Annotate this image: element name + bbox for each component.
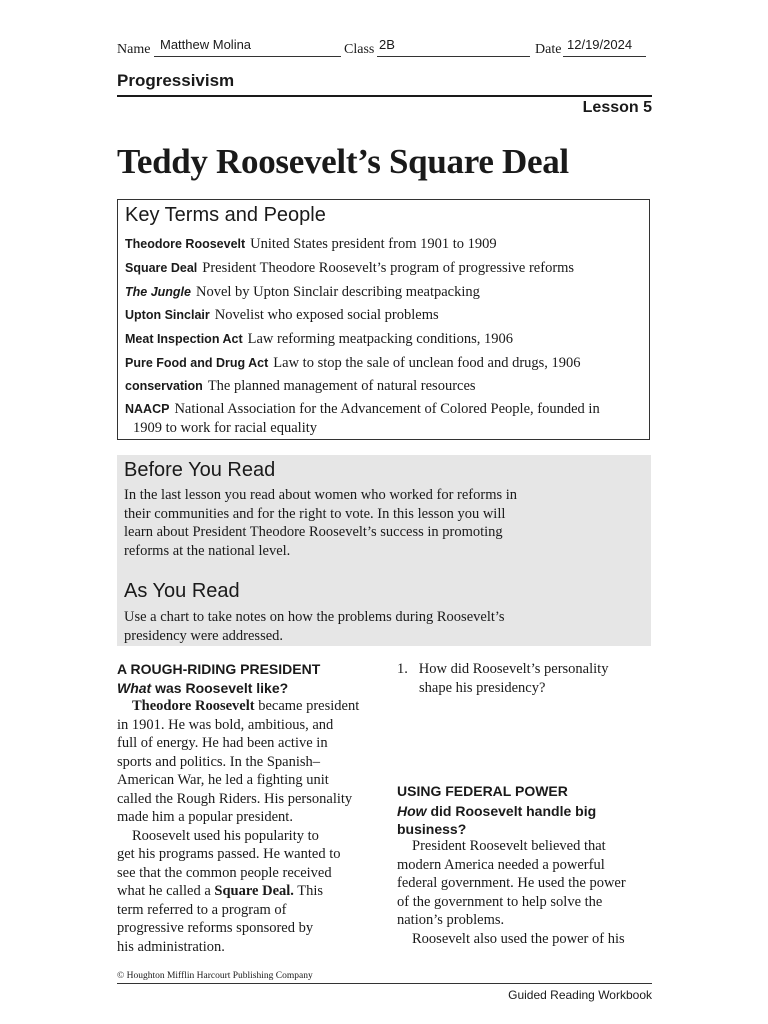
key-term-item [125, 235, 645, 254]
body-line: nation’s problems. [397, 912, 505, 928]
reading-guide-box [117, 455, 651, 646]
key-term-item [125, 259, 645, 278]
before-you-read-line: In the last lesson you read about women who worked for reforms in [124, 487, 518, 503]
key-term-definition: 1909 to work for racial equality [133, 420, 318, 436]
before-you-read-line: reforms at the national level. [124, 542, 291, 559]
question-text: How did Roosevelt’s personality [418, 661, 609, 677]
body-line [117, 697, 377, 716]
key-term-definition: National Association for the Advancement of Colored People, founded in [174, 401, 600, 417]
unit-title: Progressivism [117, 71, 235, 90]
key-term: NAACP [125, 402, 170, 416]
rough-riding-body [117, 697, 377, 956]
body-text: what he called a [117, 883, 215, 899]
question-line: shape his presidency? [419, 679, 546, 696]
body-line: see that the common people received [117, 864, 332, 881]
section-heading-rough-riding: A ROUGH-RIDING PRESIDENT [117, 661, 321, 677]
body-line: Roosevelt also used the power of his [412, 930, 625, 947]
key-term: Theodore Roosevelt [125, 237, 246, 251]
footer-rule [117, 983, 652, 984]
lesson-label: Lesson 5 [582, 99, 652, 116]
key-term-definition-continued [133, 419, 653, 438]
section-question [117, 680, 288, 696]
body-line: made him a popular president. [117, 809, 293, 825]
question-emphasis: How [397, 803, 427, 819]
federal-power-body [397, 837, 657, 948]
body-line: President Roosevelt believed that [412, 838, 606, 854]
before-you-read-heading: Before You Read [124, 459, 276, 481]
name-label: Name [117, 42, 151, 57]
body-line [117, 882, 377, 901]
body-line: of the government to help solve the [397, 893, 603, 910]
question-1-answer-area[interactable] [397, 700, 647, 770]
date-label: Date [535, 42, 562, 57]
body-line: modern America needed a powerful [397, 856, 605, 873]
key-term: conservation [125, 379, 203, 393]
bold-term: Theodore Roosevelt [132, 698, 255, 714]
key-terms-box [117, 199, 650, 440]
key-term: The Jungle [125, 285, 191, 299]
key-term-definition: Law reforming meatpacking conditions, 1906 [247, 331, 513, 347]
key-term: Square Deal [125, 261, 198, 275]
question-emphasis: What [117, 680, 152, 696]
key-term-definition: President Theodore Roosevelt’s program of progressive reforms [202, 260, 575, 276]
key-term-item [125, 330, 645, 349]
question-number: 1. [397, 661, 408, 677]
key-term-definition: Novelist who exposed social problems [214, 307, 439, 323]
question-text: did Roosevelt handle big [426, 803, 597, 819]
section-heading-federal-power: USING FEDERAL POWER [397, 783, 568, 799]
body-line: term referred to a program of [117, 901, 287, 918]
key-term: Pure Food and Drug Act [125, 356, 269, 370]
question-text: was Roosevelt like? [151, 680, 289, 696]
name-value: Matthew Molina [160, 37, 252, 52]
body-line: called the Rough Riders. His personality [117, 790, 353, 807]
body-text: This [293, 883, 324, 899]
section-question [397, 802, 596, 838]
body-line: get his programs passed. He wanted to [117, 846, 341, 862]
workbook-title: Guided Reading Workbook [508, 988, 652, 1002]
body-line: in 1901. He was bold, ambitious, and [117, 716, 334, 733]
body-line: his administration. [117, 938, 225, 955]
key-term-definition: Law to stop the sale of unclean food and drugs, 1906 [273, 355, 581, 371]
key-term-item [125, 377, 645, 396]
before-you-read-line: their communities and for the right to vote. In this lesson you will [124, 505, 506, 522]
body-line: Roosevelt used his popularity to [132, 827, 319, 844]
body-line: American War, he led a fighting unit [117, 772, 329, 788]
as-you-read-line: presidency were addressed. [124, 627, 284, 644]
key-term-item [125, 283, 645, 302]
key-term-definition: United States president from 1901 to 1909 [250, 236, 497, 252]
key-term: Meat Inspection Act [125, 332, 243, 346]
key-term-definition: Novel by Upton Sinclair describing meatpacking [195, 284, 480, 300]
key-term-item [125, 306, 645, 325]
question-1 [397, 660, 657, 697]
question-line [397, 660, 657, 679]
bold-term: Square Deal. [214, 883, 294, 899]
unit-rule [117, 95, 652, 97]
question-text: business? [397, 821, 467, 837]
before-you-read-line: learn about President Theodore Roosevelt’s success in promoting [124, 524, 503, 540]
key-term-item [125, 354, 645, 373]
key-term-definition: The planned management of natural resources [207, 378, 476, 394]
lesson-title: Teddy Roosevelt’s Square Deal [117, 142, 569, 181]
key-term-item [125, 400, 645, 419]
key-term: Upton Sinclair [125, 308, 210, 322]
body-line: progressive reforms sponsored by [117, 920, 314, 936]
class-label: Class [344, 42, 375, 57]
body-line: sports and politics. In the Spanish– [117, 753, 320, 770]
as-you-read-line: Use a chart to take notes on how the problems during Roosevelt’s [124, 609, 505, 625]
class-field[interactable] [377, 42, 530, 57]
body-line: federal government. He used the power [397, 875, 626, 891]
copyright: © Houghton Mifflin Harcourt Publishing Company [117, 971, 313, 981]
as-you-read-heading: As You Read [124, 580, 240, 602]
class-value: 2B [379, 37, 395, 52]
date-value: 12/19/2024 [567, 37, 633, 52]
body-text: became president [254, 698, 360, 714]
key-terms-heading: Key Terms and People [125, 204, 326, 226]
body-line: full of energy. He had been active in [117, 735, 328, 751]
